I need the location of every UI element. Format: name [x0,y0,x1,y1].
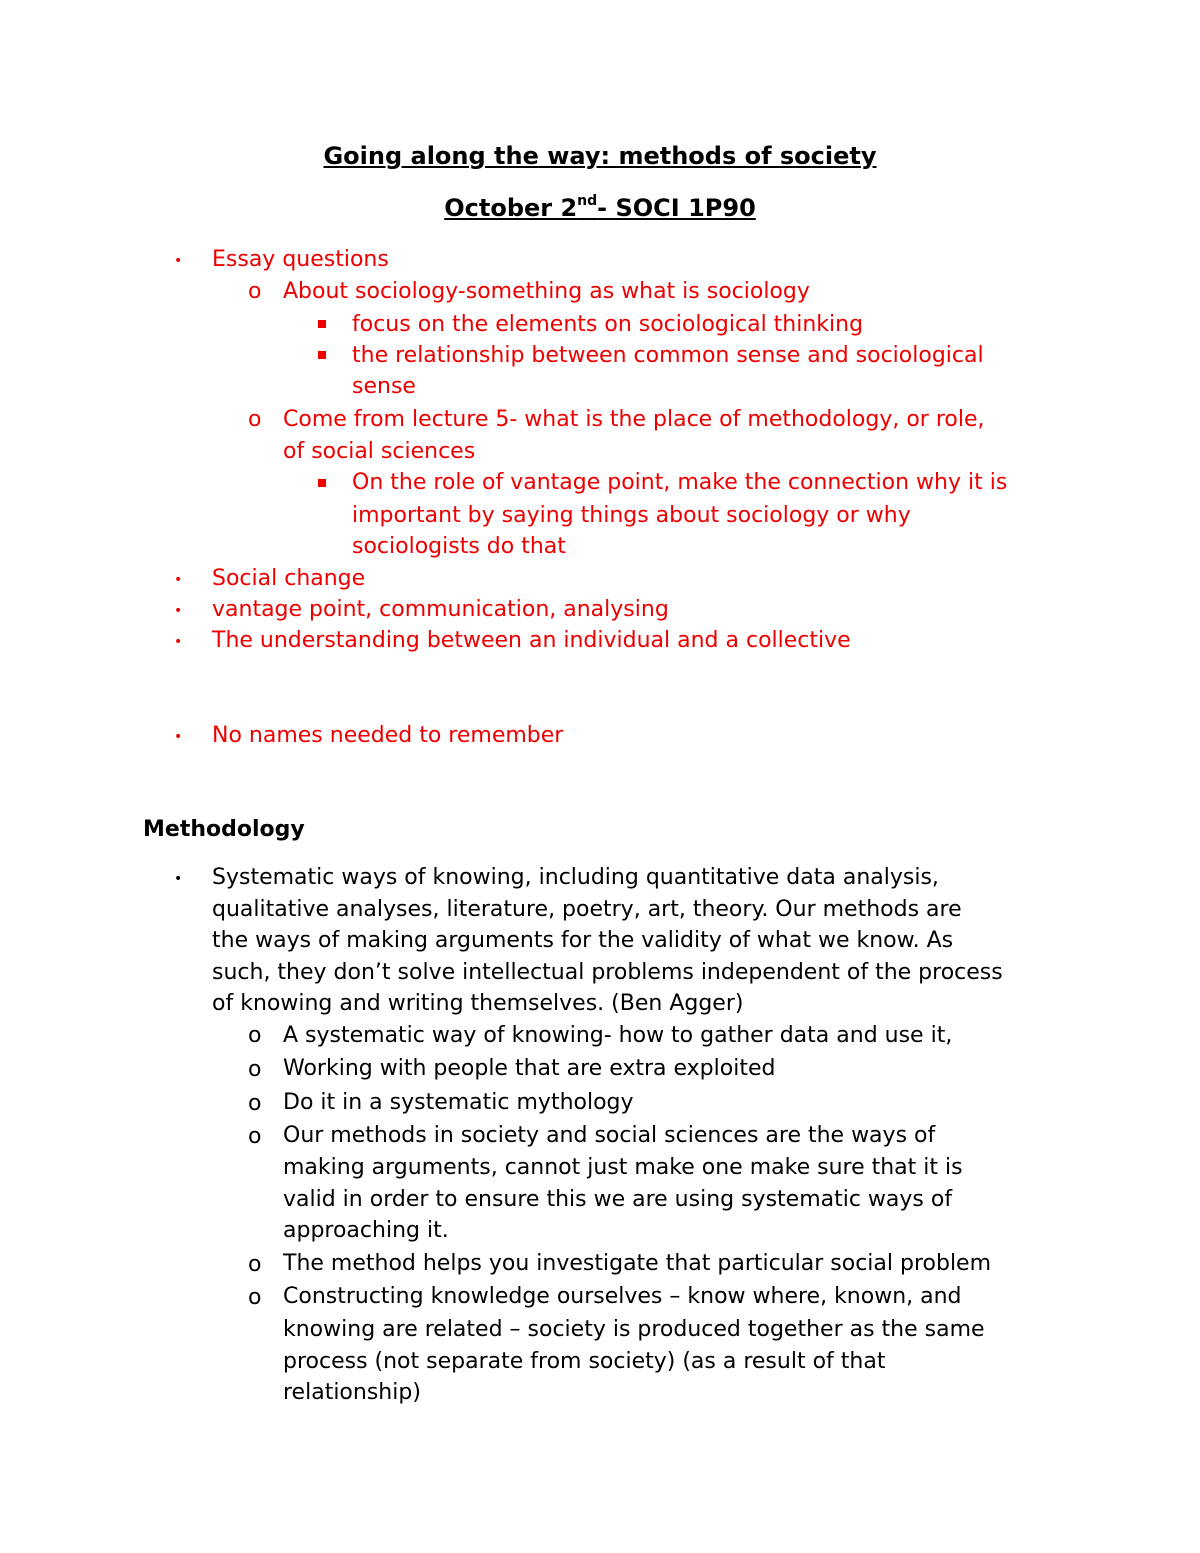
methodology-definition-line-5: of knowing and writing themselves. (Ben Agger) [212,991,744,1016]
title-text: Going along the way: methods of society [323,142,877,170]
bullet-dot-icon: • [174,253,183,269]
note-relationship-line-1: the relationship between common sense and sociological [352,343,984,368]
square-bullet-icon [318,320,326,328]
note-social-change: Social change [212,566,366,591]
bullet-dot-icon: • [174,634,183,650]
methodology-sub-2: Working with people that are extra exploited [283,1056,776,1081]
subtitle-superscript: nd [577,193,598,209]
methodology-heading: Methodology [143,817,305,842]
document-subtitle [0,194,1200,222]
circle-bullet-icon: o [248,1252,262,1277]
circle-bullet-icon: o [248,1023,262,1048]
methodology-sub-6-line-4: relationship) [283,1380,421,1405]
methodology-sub-4-line-2: making arguments, cannot just make one make sure that it is [283,1155,963,1180]
bullet-dot-icon: • [174,729,183,745]
subtitle-suffix: - SOCI 1P90 [597,194,756,222]
note-about-sociology: About sociology-something as what is sociology [283,279,810,304]
methodology-sub-4-line-1: Our methods in society and social sciences are the ways of [283,1123,936,1148]
methodology-definition-line-3: the ways of making arguments for the validity of what we know. As [212,928,954,953]
note-focus-elements: focus on the elements on sociological thinking [352,312,864,337]
note-vantage-line-1: On the role of vantage point, make the connection why it is [352,470,1008,495]
bullet-dot-icon: • [174,871,183,887]
methodology-sub-5: The method helps you investigate that particular social problem [283,1251,992,1276]
square-bullet-icon [318,351,326,359]
bullet-dot-icon: • [174,572,183,588]
note-come-from-line-1: Come from lecture 5- what is the place of methodology, or role, [283,407,985,432]
note-vantage-line-3: sociologists do that [352,534,566,559]
circle-bullet-icon: o [248,1124,262,1149]
note-understanding: The understanding between an individual and a collective [212,628,851,653]
note-no-names: No names needed to remember [212,723,564,748]
methodology-sub-6-line-1: Constructing knowledge ourselves – know where, known, and [283,1284,962,1309]
methodology-definition-line-4: such, they don’t solve intellectual problems independent of the process [212,960,1003,985]
circle-bullet-icon: o [248,1091,262,1116]
note-essay-questions: Essay questions [212,247,389,272]
methodology-definition-line-1: Systematic ways of knowing, including quantitative data analysis, [212,865,939,890]
note-vantage-line-2: important by saying things about sociology or why [352,503,911,528]
circle-bullet-icon: o [248,1285,262,1310]
note-relationship-line-2: sense [352,374,416,399]
circle-bullet-icon: o [248,279,262,304]
square-bullet-icon [318,479,326,487]
methodology-sub-6-line-3: process (not separate from society) (as a result of that [283,1349,886,1374]
note-vantage-communication: vantage point, communication, analysing [212,597,669,622]
bullet-dot-icon: • [174,603,183,619]
document-title [0,142,1200,170]
methodology-sub-4-line-4: approaching it. [283,1218,449,1243]
methodology-sub-6-line-2: knowing are related – society is produced together as the same [283,1317,985,1342]
note-come-from-line-2: of social sciences [283,439,476,464]
circle-bullet-icon: o [248,1057,262,1082]
methodology-definition-line-2: qualitative analyses, literature, poetry, art, theory. Our methods are [212,897,962,922]
subtitle-prefix: October 2 [444,194,578,222]
methodology-sub-3: Do it in a systematic mythology [283,1090,634,1115]
methodology-sub-1: A systematic way of knowing- how to gather data and use it, [283,1023,953,1048]
methodology-sub-4-line-3: valid in order to ensure this we are using systematic ways of [283,1187,953,1212]
circle-bullet-icon: o [248,407,262,432]
